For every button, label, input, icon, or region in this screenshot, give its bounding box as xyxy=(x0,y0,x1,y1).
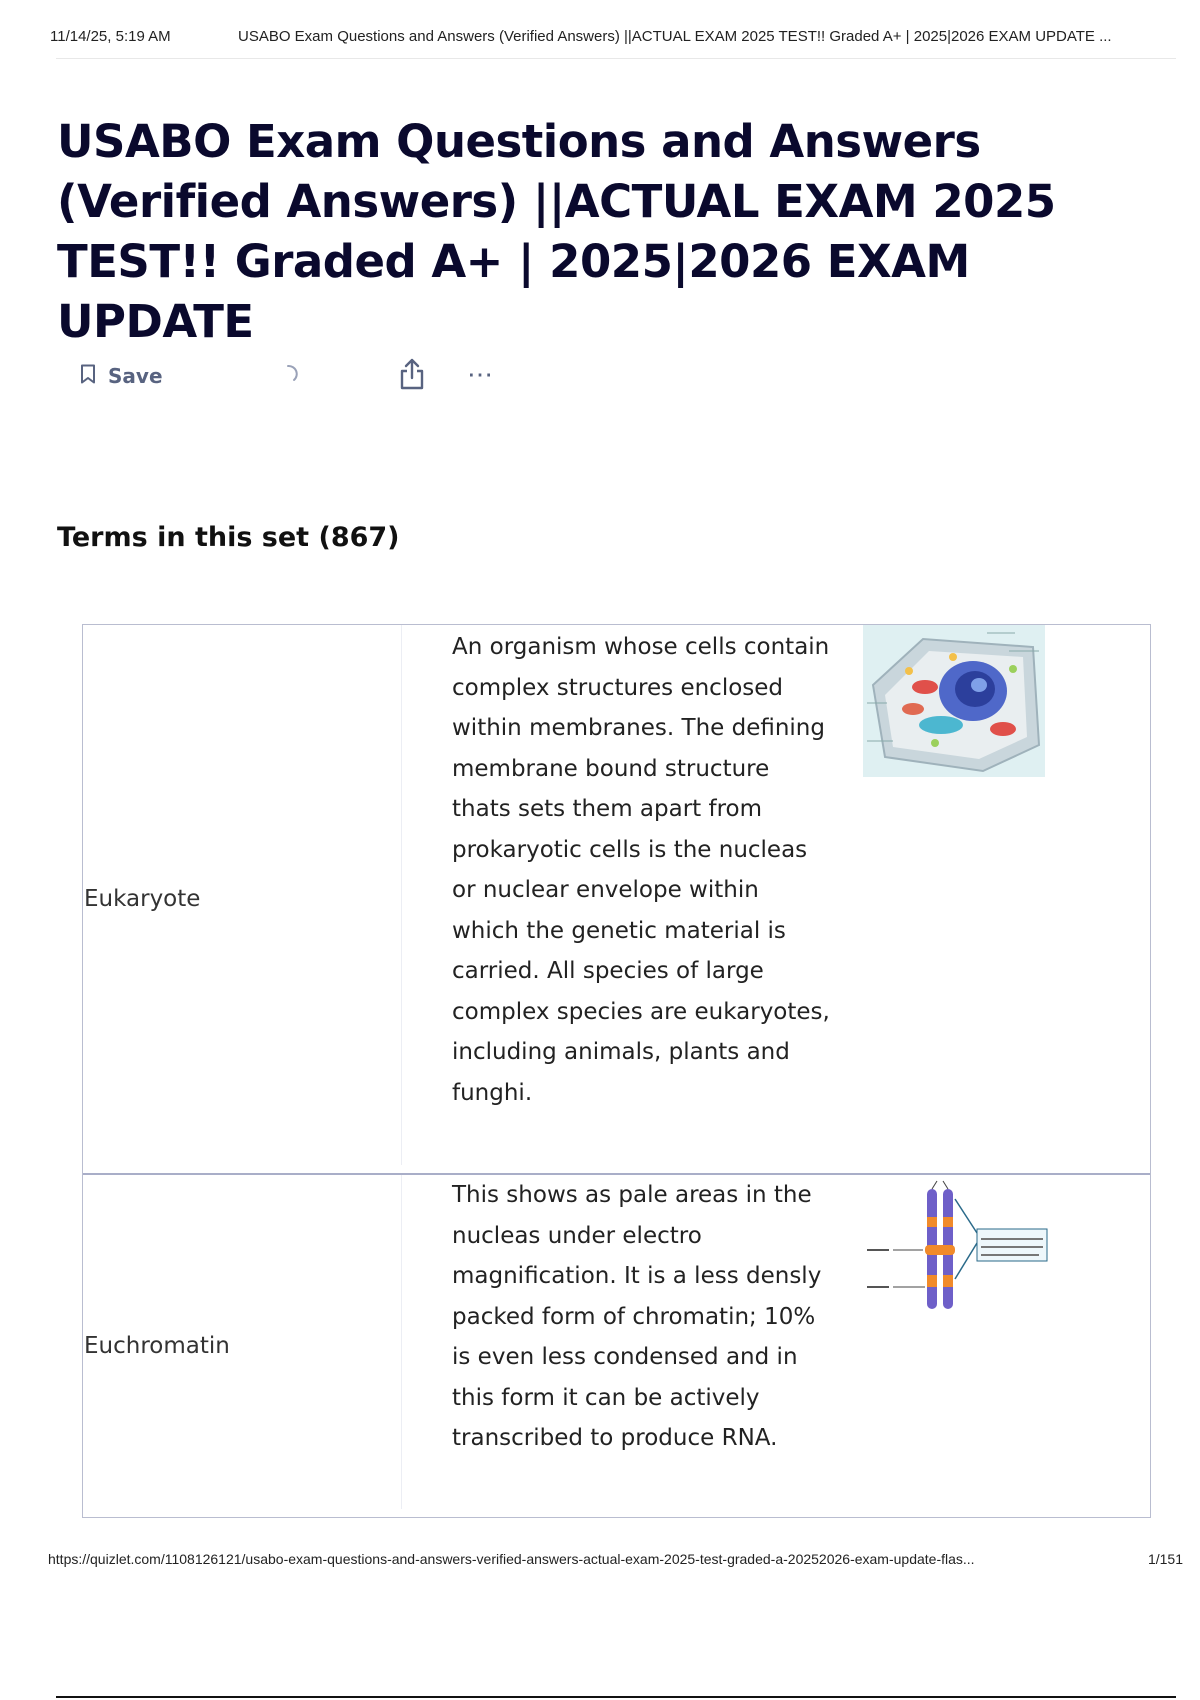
terms-table xyxy=(82,624,1151,1518)
column-divider xyxy=(401,625,402,1165)
eukaryotic-cell-image[interactable] xyxy=(863,625,1045,777)
chromosome-image[interactable] xyxy=(863,1179,1049,1325)
print-url: https://quizlet.com/1108126121/usabo-exam-questions-and-answers-verified-answers-actual-exam-2025-test-graded-a-20252026-exam-update-flas... xyxy=(48,1551,975,1567)
more-icon[interactable]: ⋯ xyxy=(467,359,494,389)
save-button-label: Save xyxy=(108,364,163,388)
terms-heading: Terms in this set (867) xyxy=(57,522,400,553)
definition-text: An organism whose cells contain complex structures enclosed within membranes. The defining membrane bound structure thats sets them apart from prokaryotic cells is the nucleas or nuclear envelope within which the genetic material is carried. All species of large complex species are eukaryotes, including animals, plants and funghi. xyxy=(452,634,830,1106)
bookmark-icon xyxy=(80,364,108,389)
definition-text: This shows as pale areas in the nucleas under electro magnification. It is a less densly packed form of chromatin; 10% is even less condensed and in this form it can be actively transcribed to produce RNA. xyxy=(452,1182,822,1451)
header-divider xyxy=(56,58,1176,59)
print-timestamp: 11/14/25, 5:19 AM xyxy=(50,28,171,45)
page-title: USABO Exam Questions and Answers (Verified Answers) ||ACTUAL EXAM 2025 TEST!! Graded A+ | 2025|2026 EXAM UPDATE xyxy=(57,115,1056,348)
term-row[interactable] xyxy=(83,625,1150,1173)
save-button[interactable] xyxy=(80,358,163,394)
page-number: 1/151 xyxy=(1147,1551,1183,1567)
loading-spinner-icon xyxy=(278,362,302,391)
print-document-title: USABO Exam Questions and Answers (Verified Answers) ||ACTUAL EXAM 2025 TEST!! Graded A+ | 2025|2026 EXAM UPDATE ... xyxy=(238,28,1112,45)
term-text: Euchromatin xyxy=(84,1333,230,1359)
column-divider xyxy=(401,1175,402,1509)
action-bar xyxy=(80,358,520,394)
share-icon[interactable] xyxy=(398,358,426,395)
bottom-divider xyxy=(56,1696,1176,1698)
term-text: Eukaryote xyxy=(84,886,201,912)
term-row[interactable] xyxy=(83,1173,1150,1517)
